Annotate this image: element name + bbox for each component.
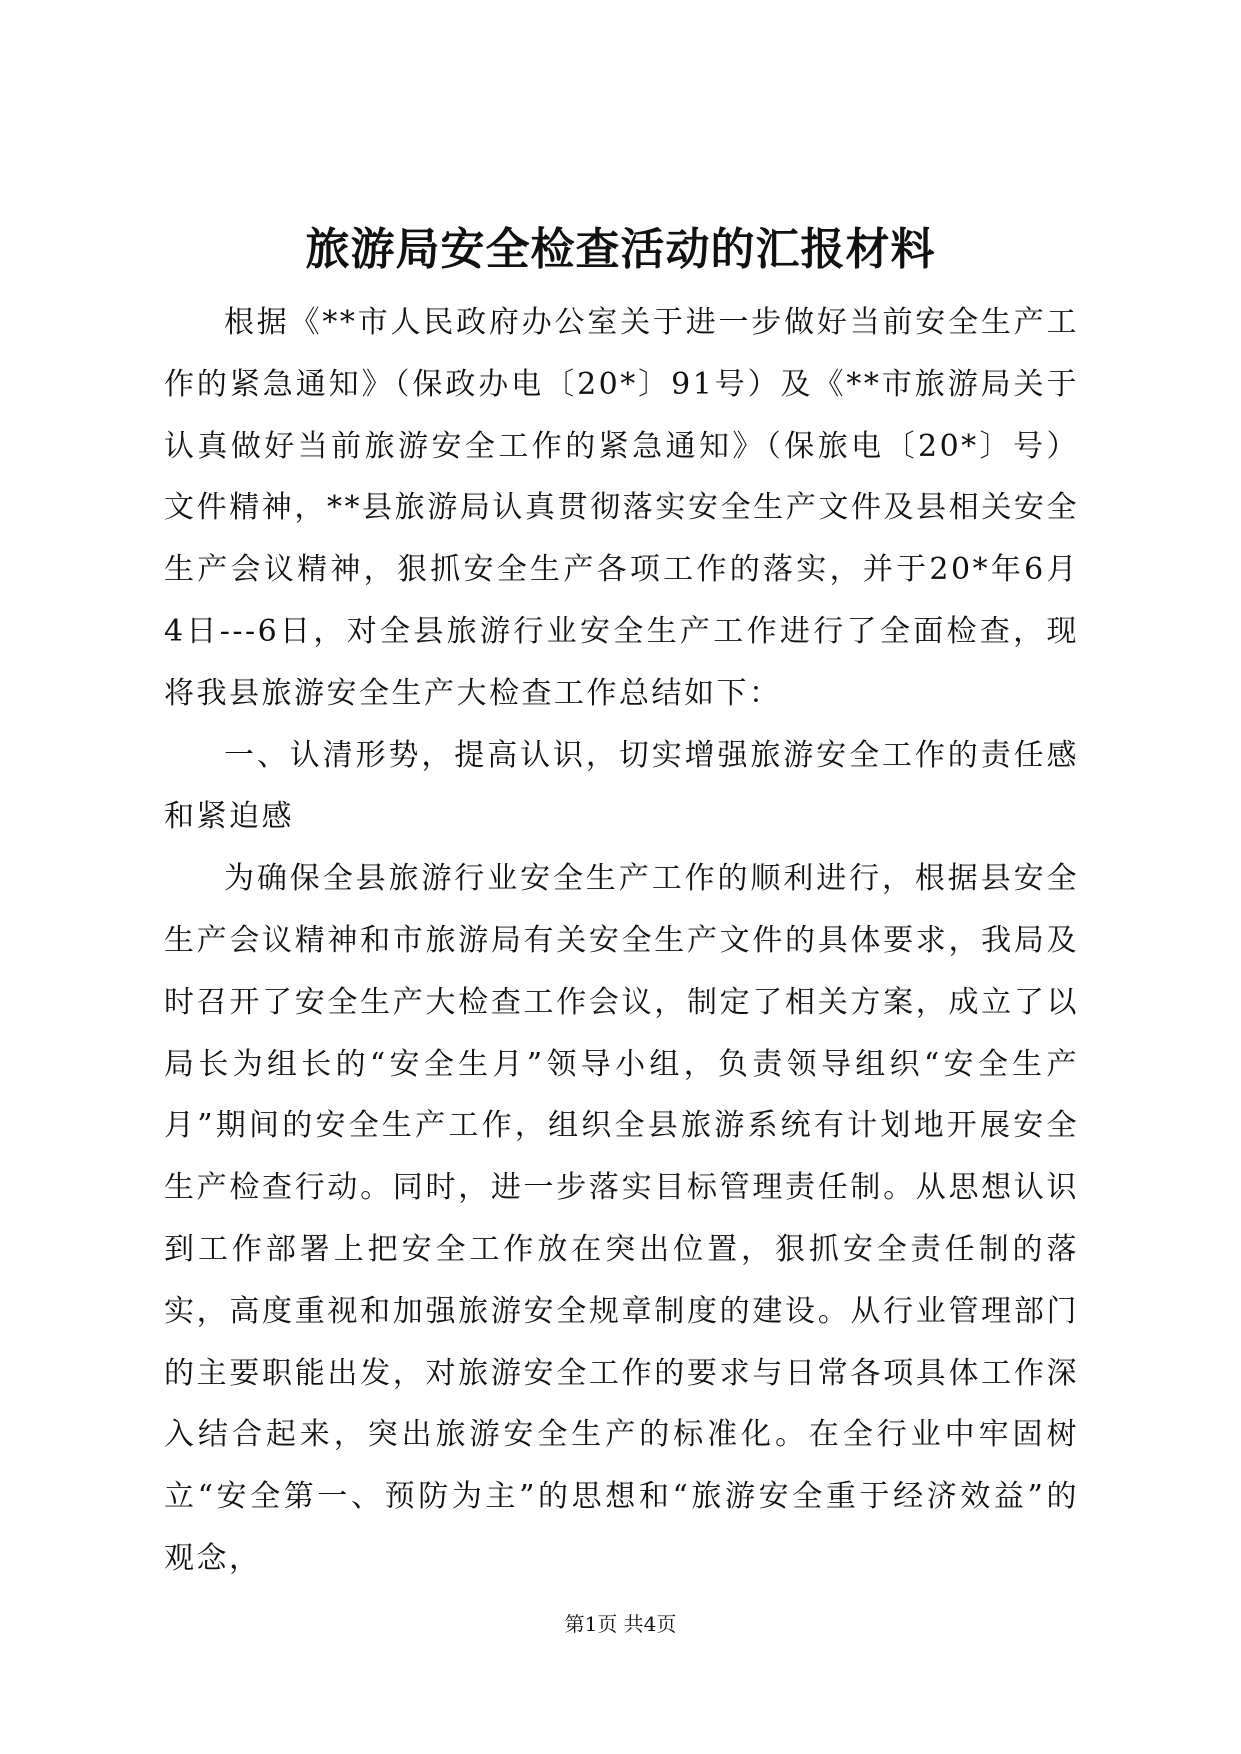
document-title: 旅游局安全检查活动的汇报材料 — [305, 224, 936, 275]
page-footer — [0, 1610, 1241, 1638]
page-number-label: 第1页 共4页 — [564, 1612, 677, 1636]
paragraph-section-1: 为确保全县旅游行业安全生产工作的顺利进行，根据县安全生产会议精神和市旅游局有关安全生产文件的具体要求，我局及时召开了安全生产大检查工作会议，制定了相关方案，成立了以局长为组长的“安全生月”领导小组，负责领导组织“安全生产月”期间的安全生产工作，组织全县旅游系统有计划地开展安全生产检查行动。同时，进一步落实目标管理责任制。从思想认识到工作部署上把安全工作放在突出位置，狠抓安全责任制的落实，高度重视和加强旅游安全规章制度的建设。从行业管理部门的主要职能出发，对旅游安全工作的要求与日常各项具体工作深入结合起来，突出旅游安全生产的标准化。在全行业中牢固树立“安全第一、预防为主”的思想和“旅游安全重于经济效益”的观念， — [164, 861, 1079, 1576]
section-heading-1: 一、认清形势，提高认识，切实增强旅游安全工作的责任感和紧迫感 — [164, 737, 1079, 835]
paragraph-intro: 根据《**市人民政府办公室关于进一步做好当前安全生产工作的紧急通知》（保政办电〔20*〕91号）及《**市旅游局关于认真做好当前旅游安全工作的紧急通知》（保旅电〔20*〕号）文件精神，**县旅游局认真贯彻落实安全生产文件及县相关安全生产会议精神，狠抓安全生产各项工作的落实，并于20*年6月4日---6日，对全县旅游行业安全生产工作进行了全面检查，现将我县旅游安全生产大检查工作总结如下： — [164, 305, 1079, 711]
document-body — [164, 292, 1079, 1590]
